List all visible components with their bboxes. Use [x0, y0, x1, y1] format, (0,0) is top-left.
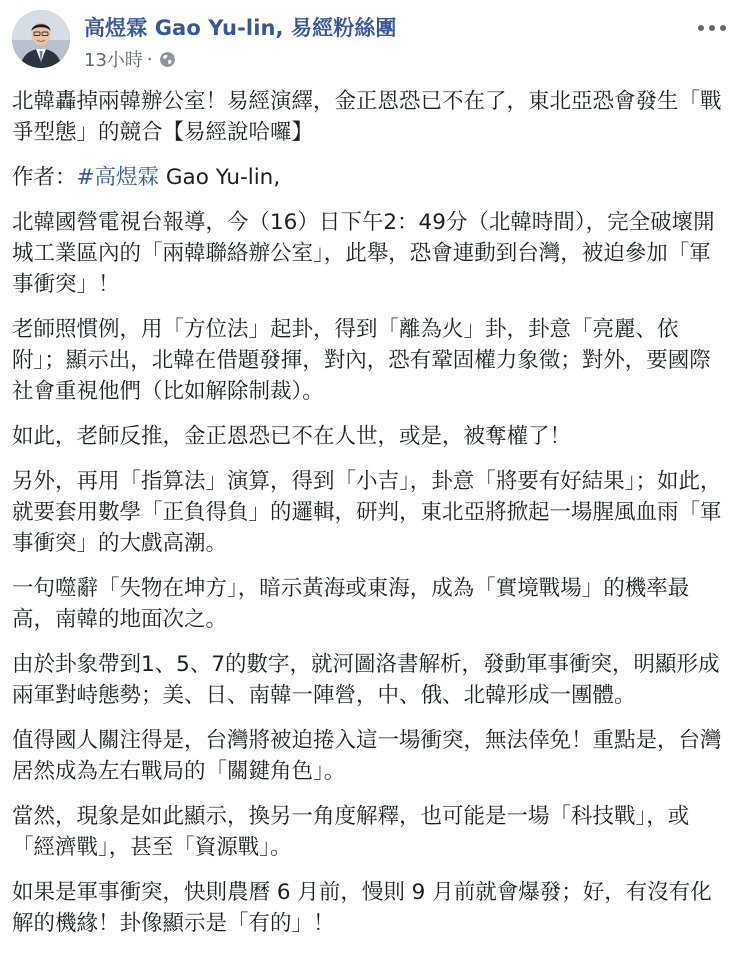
- post-meta: [84, 46, 176, 72]
- paragraph: 北韓國營電視台報導，今（16）日下午2：49分（北韓時間），完全破壞開城工業區內的「兩韓聯絡辦公室」，此舉，恐會連動到台灣，被迫參加「軍事衝突」！: [12, 210, 715, 297]
- post-body: [12, 86, 724, 953]
- hashtag-link[interactable]: #高煜霖: [76, 165, 160, 190]
- paragraph: 老師照慣例，用「方位法」起卦，得到「離為火」卦，卦意「亮麗、依附」；顯示出，北韓在借題發揮，對內，恐有鞏固權力象徵；對外，要國際社會重視他們（比如解除制裁）。: [12, 317, 711, 404]
- avatar[interactable]: [12, 10, 70, 68]
- paragraph: 當然，現象是如此顯示，換另一角度解釋，也可能是一場「科技戰」，或「經濟戰」，甚至「資源戰」。: [12, 804, 690, 860]
- author-line: [12, 162, 724, 193]
- paragraph: 值得國人關注得是，台灣將被迫捲入這一場衝突，無法倖免！重點是，台灣居然成為左右戰局的「關鍵角色」。: [12, 728, 722, 784]
- more-options-button[interactable]: [698, 20, 726, 36]
- profile-photo-icon: [12, 10, 70, 68]
- page-name-link[interactable]: 高煜霖 Gao Yu-lin, 易經粉絲團: [84, 16, 397, 40]
- paragraph: 由於卦象帶到1、5、7的數字，就河圖洛書解析，發動軍事衝突，明顯形成兩軍對峙態勢；美、日、南韓一陣營，中、俄、北韓形成一團體。: [12, 652, 720, 708]
- ellipsis-icon: [709, 25, 715, 31]
- ellipsis-icon: [720, 25, 726, 31]
- meta-separator: ·: [146, 48, 153, 70]
- timestamp-link[interactable]: 13小時: [84, 50, 143, 71]
- paragraph: 另外，再用「指算法」演算，得到「小吉」，卦意「將要有好結果」；如此，就要套用數學「正負得負」的邏輯，研判，東北亞將掀起一場腥風血雨「軍事衝突」的大戲高潮。: [12, 469, 722, 556]
- paragraph: 如果是軍事衝突，快則農曆 6 月前，慢則 9 月前就會爆發；好，有沒有化解的機緣！卦像顯示是「有的」！: [12, 880, 712, 936]
- paragraph: 一句噬辭「失物在坤方」，暗示黃海或東海，成為「實境戰場」的機率最高，南韓的地面次之。: [12, 576, 690, 632]
- author-suffix: Gao Yu-lin,: [159, 165, 281, 190]
- globe-icon[interactable]: [159, 51, 176, 68]
- post-title: 北韓轟掉兩韓辦公室！易經演繹，金正恩恐已不在了，東北亞恐會發生「戰爭型態」的競合【易經說哈囉】: [12, 89, 722, 145]
- post-header: [12, 10, 736, 74]
- ellipsis-icon: [698, 25, 704, 31]
- author-prefix: 作者：: [12, 165, 77, 190]
- paragraph: 如此，老師反推，金正恩恐已不在人世，或是，被奪權了！: [12, 424, 572, 449]
